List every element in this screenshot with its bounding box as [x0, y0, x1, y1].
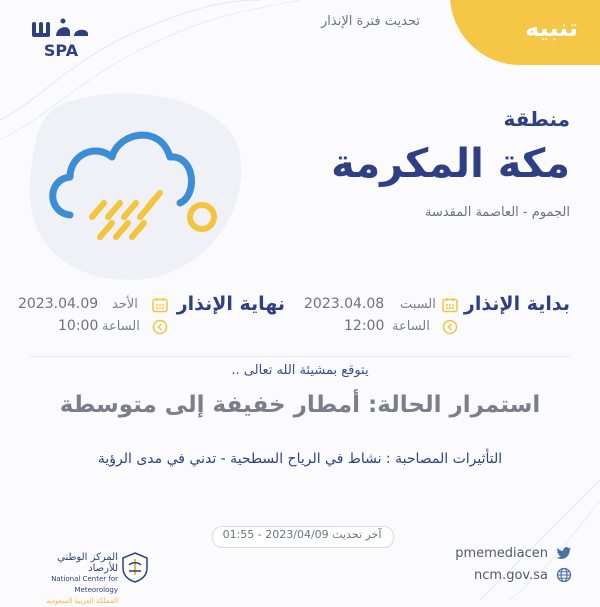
- ncm-emblem-icon: [120, 551, 150, 583]
- divider: [30, 356, 570, 357]
- twitter-icon[interactable]: [556, 545, 572, 561]
- ncm-name-ar: المركز الوطني للأرصاد: [57, 552, 118, 574]
- globe-icon[interactable]: [556, 567, 572, 583]
- clock-icon: [152, 319, 168, 335]
- update-period-title: تحديث فترة الإنذار: [321, 14, 420, 29]
- ncm-name-en: National Center for Meteorology: [51, 575, 118, 594]
- warning-start-title: بداية الإنذار: [463, 293, 570, 315]
- calendar-icon: [442, 297, 458, 313]
- warning-end-day: الأحد: [112, 297, 138, 312]
- alert-label: تنبيه: [525, 14, 578, 42]
- warning-end-time: 10:00: [58, 318, 99, 334]
- warning-end-date: 2023.04.09: [18, 296, 99, 312]
- warning-end-time-label: الساعة: [102, 319, 140, 334]
- warning-start-date: 2023.04.08: [304, 296, 385, 312]
- clock-icon: [442, 319, 458, 335]
- region-areas: الجموم - العاصمة المقدسة: [424, 205, 570, 220]
- spa-logo: [30, 16, 92, 60]
- ncm-country: المملكة العربية السعودية: [46, 597, 118, 605]
- website-link[interactable]: ncm.gov.sa: [474, 568, 548, 583]
- last-update-text: آخر تحديث 2023/04/09 - 01:55: [222, 528, 382, 541]
- calendar-icon: [152, 297, 168, 313]
- warning-start-time-label: الساعة: [392, 319, 430, 334]
- forecast-effects: التأثيرات المصاحبة : نشاط في الرياح السطحية - تدني في مدى الرؤية: [97, 451, 503, 467]
- region-name: مكة المكرمة: [331, 141, 570, 187]
- forecast-expectation: يتوقع بمشيئة الله تعالى ..: [231, 363, 369, 378]
- cloud-rain-sun-icon: [20, 85, 245, 285]
- twitter-handle[interactable]: pmemediacen: [455, 546, 548, 561]
- spa-logo-text: SPA: [43, 41, 79, 60]
- warning-start-time: 12:00: [344, 318, 385, 334]
- forecast-headline: استمرار الحالة: أمطار خفيفة إلى متوسطة: [59, 392, 541, 418]
- region-label: منطقة: [503, 107, 570, 131]
- warning-start-day: السبت: [400, 297, 436, 312]
- warning-end-title: نهاية الإنذار: [176, 293, 285, 315]
- ncm-logo-text: [30, 552, 118, 607]
